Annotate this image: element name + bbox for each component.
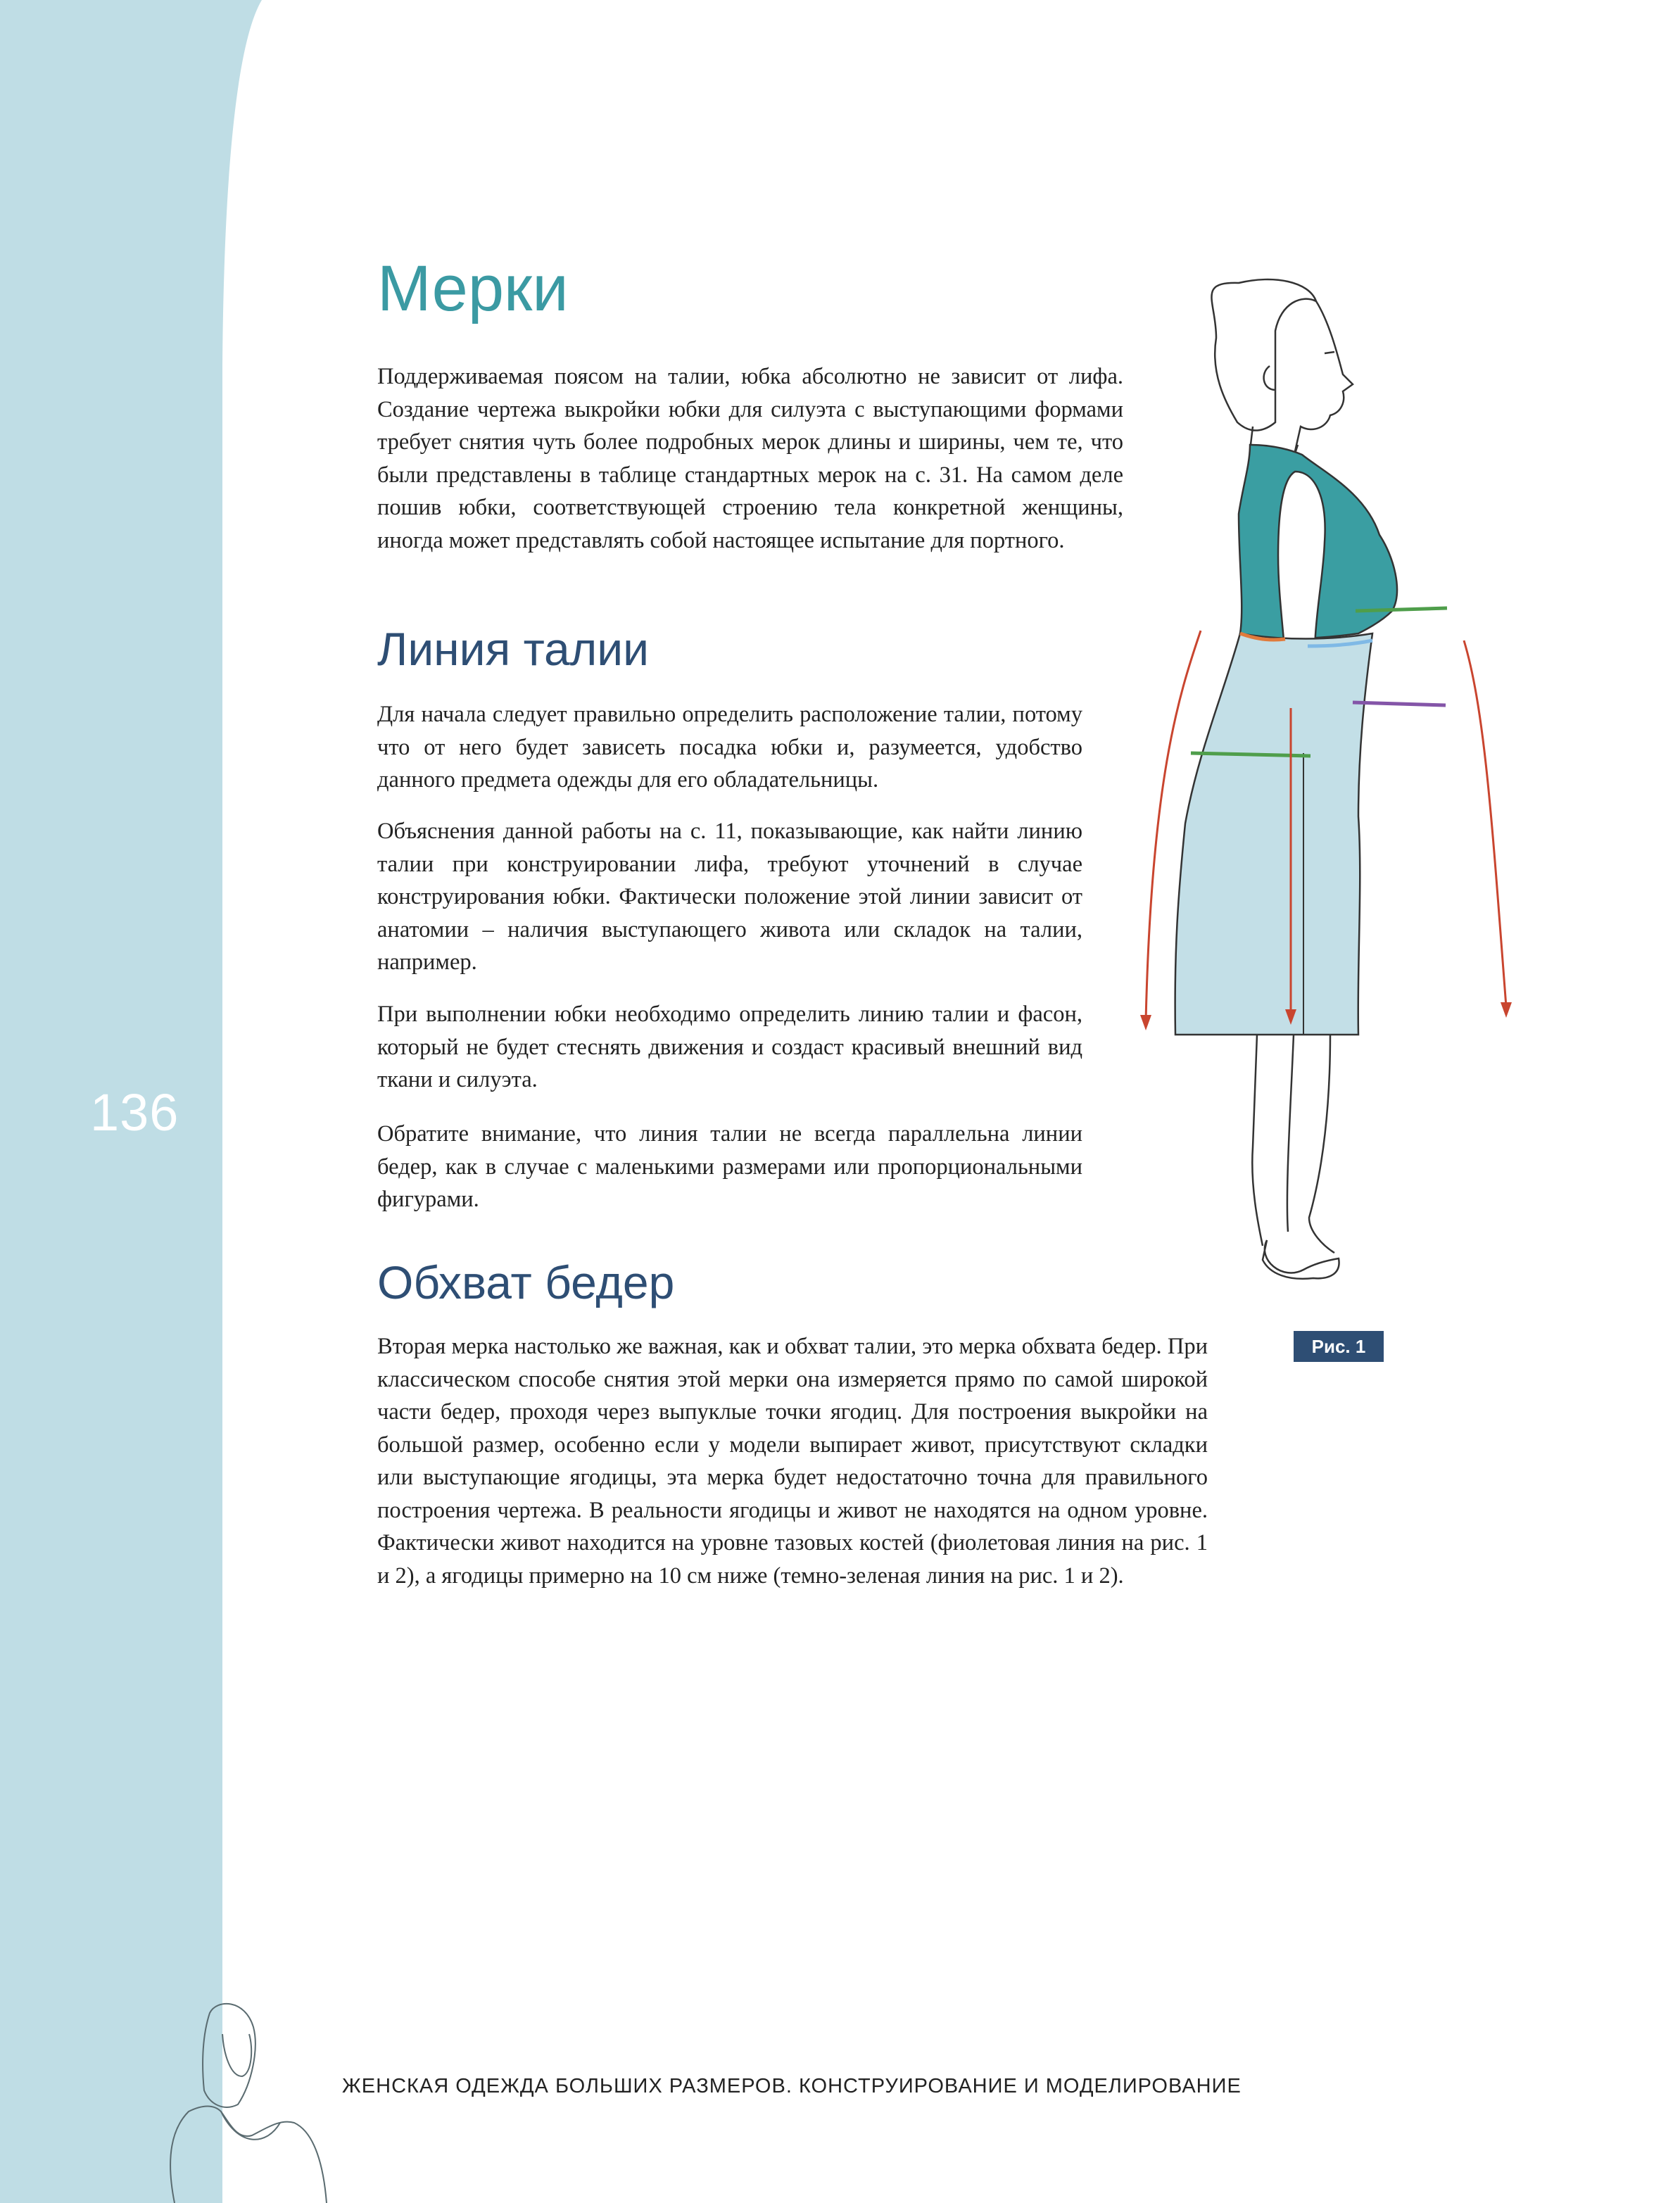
- belly-line-purple: [1353, 702, 1446, 705]
- footer-book-title: ЖЕНСКАЯ ОДЕЖДА БОЛЬШИХ РАЗМЕРОВ. КОНСТРУИРОВАНИЕ И МОДЕЛИРОВАНИЕ: [342, 2075, 1242, 2097]
- paragraph-waist-1: Для начала следует правильно определить расположение талии, потому что от него будет зависеть посадка юбки и, разумеется, удобство данного предмета одежды для его обладательницы.: [377, 702, 1082, 793]
- hair: [1211, 279, 1316, 431]
- skirt: [1175, 633, 1372, 1035]
- paragraph-waist-2: Объяснения данной работы на с. 11, показывающие, как найти линию талии при конструировании лифа, требуют уточнений в случае конструирования юбки. Фактически положение этой линии зависит от анатомии – наличия выступающего живота или складок на талии, например.: [377, 819, 1082, 975]
- footer-body: [170, 2107, 327, 2203]
- legs: [1252, 1035, 1334, 1253]
- eye: [1325, 352, 1334, 353]
- ear: [1264, 366, 1275, 390]
- footer-face: [222, 2034, 251, 2076]
- figure-woman-measurements: [1119, 260, 1555, 1302]
- paragraph-merki: Поддерживаемая поясом на талии, юбка абсолютно не зависит от лифа. Создание чертежа выкройки юбки для силуэта с выступающими формами требует снятия чуть более подробных мерок длины и ширины, чем те, что были представлены в таблице стандартных мерок на с. 31. На самом деле пошив юбки, соответствующей строению тела конкретной женщины, иногда может представлять собой настоящее испытание для портного.: [377, 364, 1123, 553]
- section-title-merki: Мерки: [377, 253, 569, 324]
- section-title-waist-line: Линия талии: [377, 623, 650, 675]
- shoes: [1263, 1240, 1339, 1279]
- footer-woman-illustration: [160, 1985, 343, 2203]
- arrowhead-front: [1140, 1015, 1151, 1030]
- page-number: 136: [90, 1083, 179, 1142]
- paragraph-waist-3: При выполнении юбки необходимо определить линию талии и фасон, который не будет стеснять движения и создаст красивый внешний вид ткани и силуэта.: [377, 1002, 1082, 1092]
- arrowhead-back: [1501, 1002, 1512, 1018]
- section-title-hips: Обхват бедер: [377, 1256, 675, 1308]
- face-profile: [1294, 301, 1353, 457]
- paragraph-waist-4: Обратите внимание, что линия талии не всегда параллельна линии бедер, как в случае с маленькими размерами или пропорциональными фигурами.: [377, 1121, 1082, 1212]
- arrow-back: [1464, 640, 1506, 1006]
- paragraph-hips: Вторая мерка настолько же важная, как и обхват талии, это мерка обхвата бедер. При классическом способе снятия этой мерки она измеряется прямо по самой широкой части бедер, проходя через выпуклые точки ягодиц. Для построения выкройки на большой размер, особенно если у модели выпирает живот, присутствуют складки или выступающие ягодицы, эта мерка будет недостаточно точна для правильного построения чертежа. В реальности ягодицы и живот не находятся на одном уровне. Фактически живот находится на уровне тазовых костей (фиолетовая линия на рис. 1 и 2), а ягодицы примерно на 10 см ниже (темно-зеленая линия на рис. 1 и 2).: [377, 1334, 1208, 1589]
- footer-hair: [203, 2004, 255, 2107]
- figure-label: Рис. 1: [1294, 1331, 1384, 1362]
